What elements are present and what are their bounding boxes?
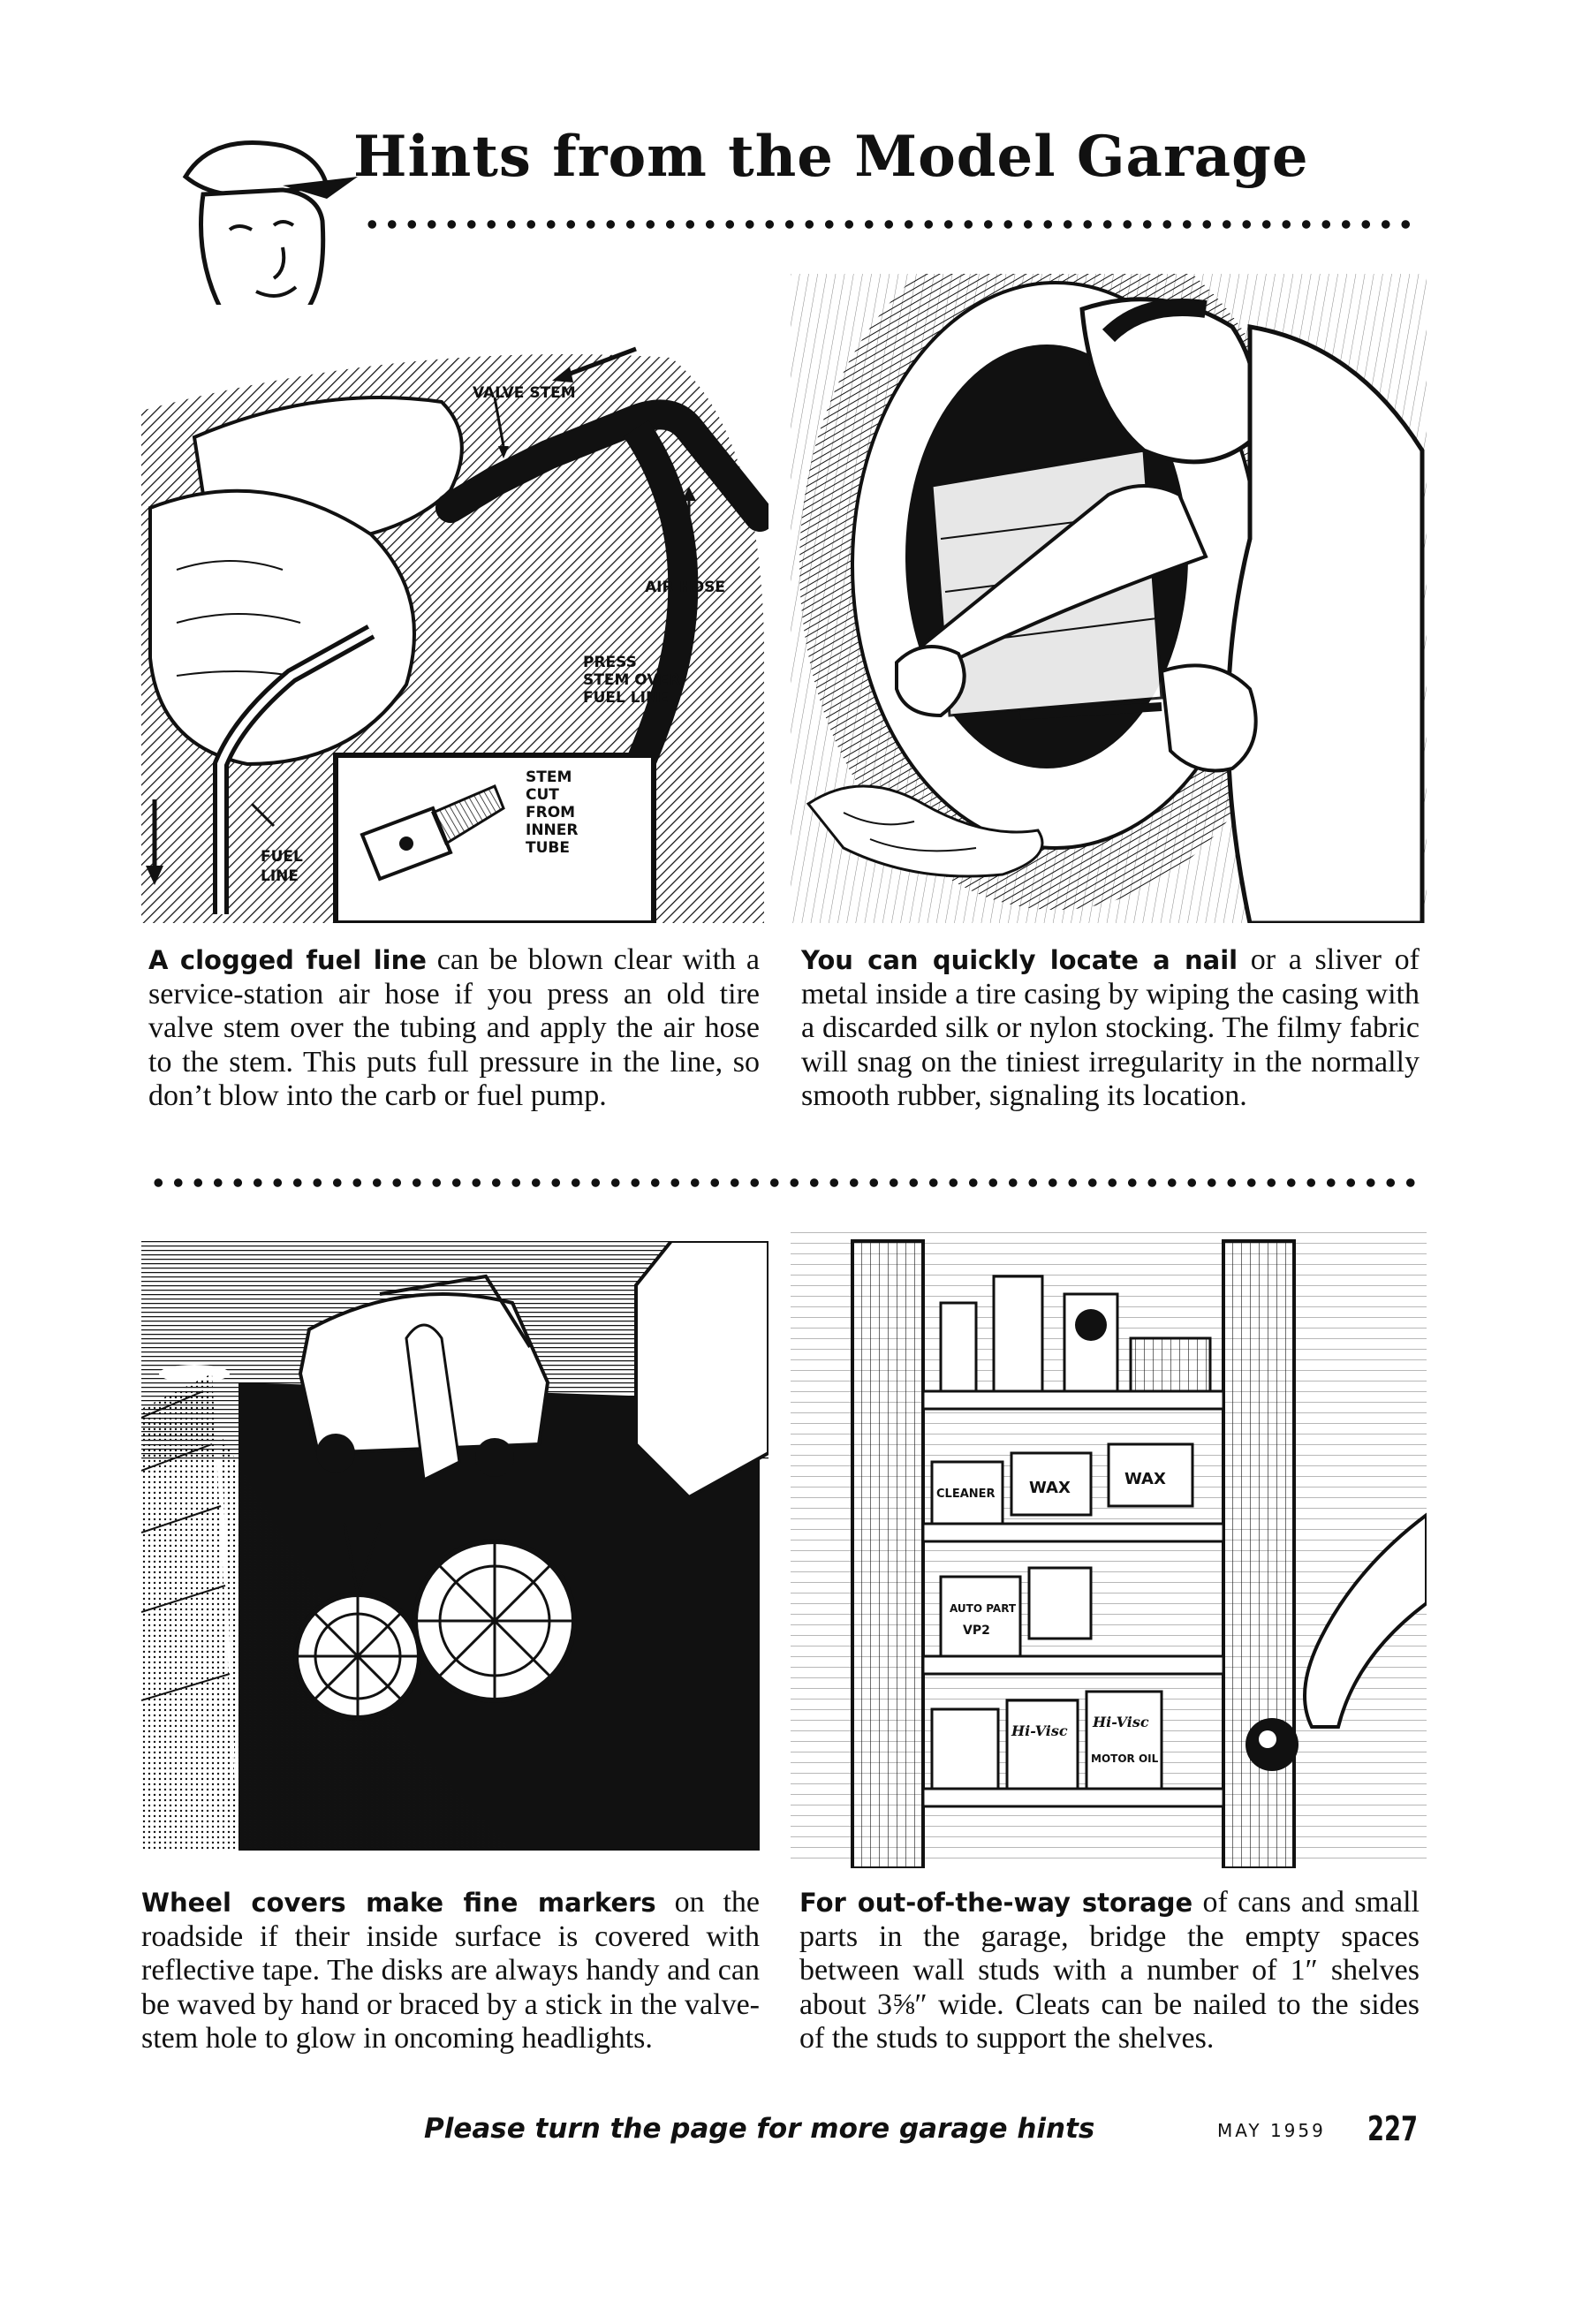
- caption-nail-lead: You can quickly locate a nail: [801, 945, 1238, 975]
- caption-nail: [801, 943, 1420, 1114]
- air-hose-label: AIR HOSE: [645, 579, 726, 596]
- continuation-note: Please turn the page for more garage hints: [424, 2113, 1095, 2145]
- wheel-covers-illustration: [141, 1241, 768, 1851]
- press-stem-label-line3: FUEL LINE: [583, 689, 669, 707]
- press-stem-label-line2: STEM OVER: [583, 671, 681, 689]
- caption-storage-lead: For out-of-the-way storage: [799, 1888, 1193, 1918]
- fuel-line-label-line2: LINE: [261, 867, 299, 885]
- fuel-line-illustration: [141, 305, 768, 923]
- caption-wheel-covers-lead: Wheel covers make fine markers: [141, 1888, 656, 1918]
- issue-date: MAY 1959: [1217, 2120, 1326, 2141]
- stem-cut-label-line1: STEM: [526, 768, 572, 786]
- stem-cut-label-line4: INNER: [526, 821, 579, 839]
- caption-storage-body: of cans and small parts in the garage, bridge the empty spaces between wall studs with a number of 1″ shelves about 3⅝″ wide. Cleats can be nailed to the sides of the studs to support the shelves.: [799, 1886, 1420, 2055]
- caption-wheel-covers: [141, 1886, 760, 2056]
- press-stem-label-line1: PRESS: [583, 654, 637, 671]
- can-brand-hivisc-2: Hi-Visc: [1093, 1714, 1149, 1730]
- middle-dotted-rule: [148, 1177, 1418, 1188]
- stem-cut-label-line2: CUT: [526, 786, 559, 804]
- can-label-motor-oil: MOTOR OIL: [1091, 1752, 1159, 1765]
- box-label-auto-part: AUTO PART: [950, 1602, 1017, 1615]
- can-label-cleaner: CLEANER: [936, 1488, 996, 1501]
- caption-storage: [799, 1886, 1420, 2056]
- storage-shelves-illustration: [791, 1232, 1427, 1868]
- page-number: 227: [1367, 2109, 1419, 2148]
- caption-fuel-line-lead: A clogged fuel line: [148, 945, 427, 975]
- can-brand-hivisc-1: Hi-Visc: [1011, 1722, 1068, 1739]
- stem-cut-label-line5: TUBE: [526, 839, 570, 857]
- valve-stem-label: VALVE STEM: [473, 384, 576, 402]
- can-label-wax-1: WAX: [1029, 1479, 1071, 1497]
- fuel-line-label-line1: FUEL: [261, 848, 303, 866]
- tire-nail-illustration: [791, 274, 1427, 923]
- header-dotted-rule: [362, 219, 1418, 230]
- can-label-wax-2: WAX: [1124, 1470, 1166, 1488]
- page-title: Hints from the Model Garage: [353, 124, 1309, 190]
- caption-nail-body: or a sliver of metal inside a tire casing by wiping the casing with a discarded silk or nylon stocking. The filmy fabric will snag on the tiniest irregularity in the normally smooth rubber, signaling its location.: [801, 943, 1420, 1112]
- box-label-vp2: VP2: [963, 1624, 990, 1638]
- caption-fuel-line-body: can be blown clear with a service-station air hose if you press an old tire valve stem over the tubing and apply the air hose to the stem. This puts full pressure in the line, so don’t blow into the carb or fuel pump.: [148, 943, 760, 1112]
- caption-fuel-line: [148, 943, 760, 1114]
- stem-cut-label-line3: FROM: [526, 804, 576, 821]
- caption-wheel-covers-body: on the roadside if their inside surface is covered with reflective tape. The disks are always handy and can be waved by hand or braced by a stick in the valve-stem hole to glow in oncoming headlights.: [141, 1886, 760, 2055]
